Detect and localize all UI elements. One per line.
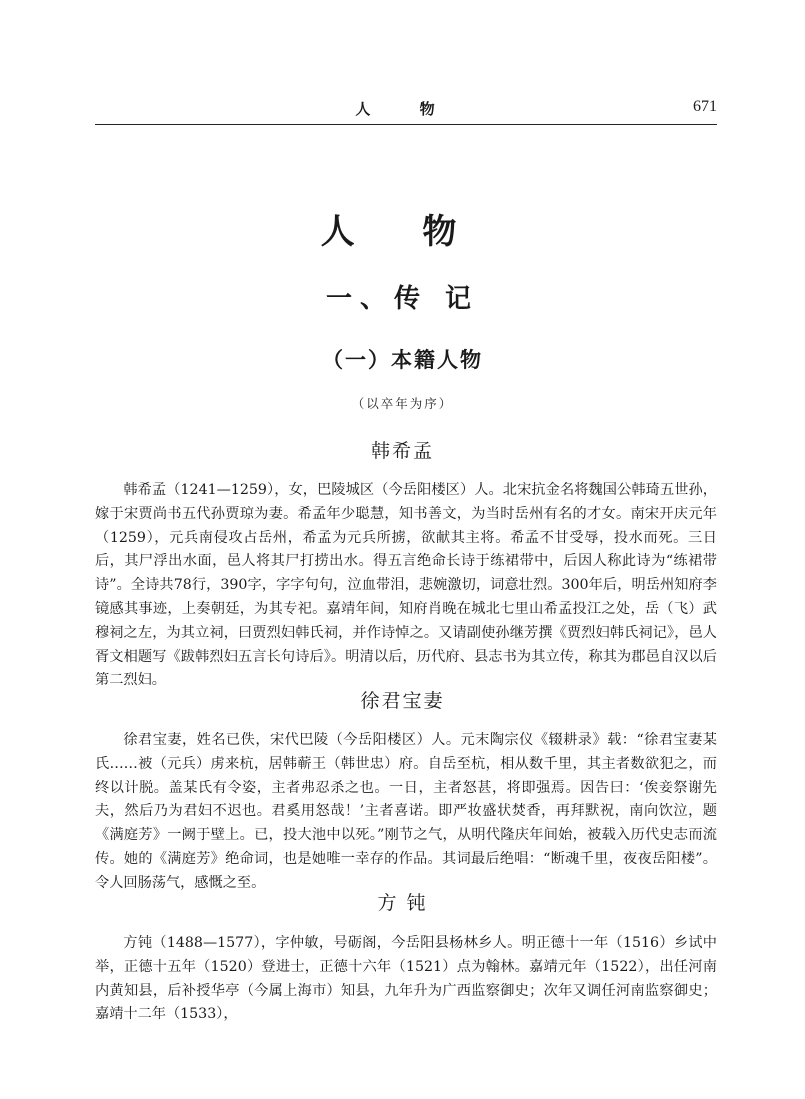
entry-text-fang-dun bbox=[95, 932, 717, 1027]
entry-text-xu-junbao-wife bbox=[95, 729, 717, 896]
running-header bbox=[95, 96, 717, 126]
header-rule bbox=[95, 124, 717, 125]
entry-paragraph: 韩希孟（1241—1259），女，巴陵城区（今岳阳楼区）人。北宋抗金名将魏国公韩琦五世孙，嫁于宋贾尚书五代孙贾琼为妻。希孟年少聪慧，知书善文，为当时岳州有名的才女。南宋开庆元年（1259），元兵南侵攻占岳州，希孟为元兵所掳，欲献其主将。希孟不甘受辱，投水而死。三日后，其尸浮出水面，邑人将其尸打捞出水。得五言绝命长诗于练裙带中，后因人称此诗为“练裙带诗”。全诗共78行，390字，字字句句，泣血带泪，悲婉激切，词意壮烈。300年后，明岳州知府李镜感其事迹，上奏朝廷，为其专祀。嘉靖年间，知府肖晚在城北七里山希孟投江之处，岳（飞）武穆祠之左，为其立祠，曰贾烈妇韩氏祠，并作诗悼之。又请副使孙继芳撰《贾烈妇韩氏祠记》，邑人胥文相题写《跋韩烈妇五言长句诗后》。明清以后，历代府、县志书为其立传，称其为郡邑自汉以后第二烈妇。 bbox=[95, 482, 717, 689]
entry-text-han-ximeng bbox=[95, 479, 717, 693]
entry-heading-fang-dun: 方 钝 bbox=[377, 892, 428, 914]
chapter-title: 人 物 bbox=[320, 212, 485, 252]
section-title: 一、传 记 bbox=[325, 284, 480, 314]
running-title: 人 物 bbox=[355, 100, 457, 118]
order-note: （以卒年为序） bbox=[351, 396, 454, 411]
entry-heading-xu-junbao-wife: 徐君宝妻 bbox=[360, 690, 445, 712]
entry-heading-han-ximeng: 韩希孟 bbox=[370, 440, 434, 462]
entry-paragraph: 方钝（1488—1577），字仲敏，号砺阁，今岳阳县杨林乡人。明正德十一年（1516）乡试中举，正德十五年（1520）登进士，正德十六年（1521）点为翰林。嘉靖元年（1522），出任河南内黄知县，后补授华亭（今属上海市）知县，九年升为广西监察御史；次年又调任河南监察御史；嘉靖十二年（1533）， bbox=[95, 935, 717, 1023]
subsection-title: （一）本籍人物 bbox=[322, 348, 483, 372]
entry-paragraph: 徐君宝妻，姓名已佚，宋代巴陵（今岳阳楼区）人。元末陶宗仪《辍耕录》载：“徐君宝妻某氏……被（元兵）虏来杭，居韩蕲王（韩世忠）府。自岳至杭，相从数千里，其主者数欲犯之，而终以计脱。盖某氏有令姿，主者弗忍杀之也。一日，主者怒甚，将即强焉。因告曰：‘俟妾祭谢先夫，然后乃为君妇不迟也。君奚用怒哉！’主者喜诺。即严妆盛状焚香，再拜默祝，南向饮泣，题《满庭芳》一阙于壁上。已，投大池中以死。”刚节之气，从明代隆庆年间始，被载入历代史志而流传。她的《满庭芳》绝命词，也是她唯一幸存的作品。其词最后绝唱：“断魂千里，夜夜岳阳楼”。令人回肠荡气，感慨之至。 bbox=[95, 732, 717, 891]
page-number: 671 bbox=[693, 98, 717, 115]
